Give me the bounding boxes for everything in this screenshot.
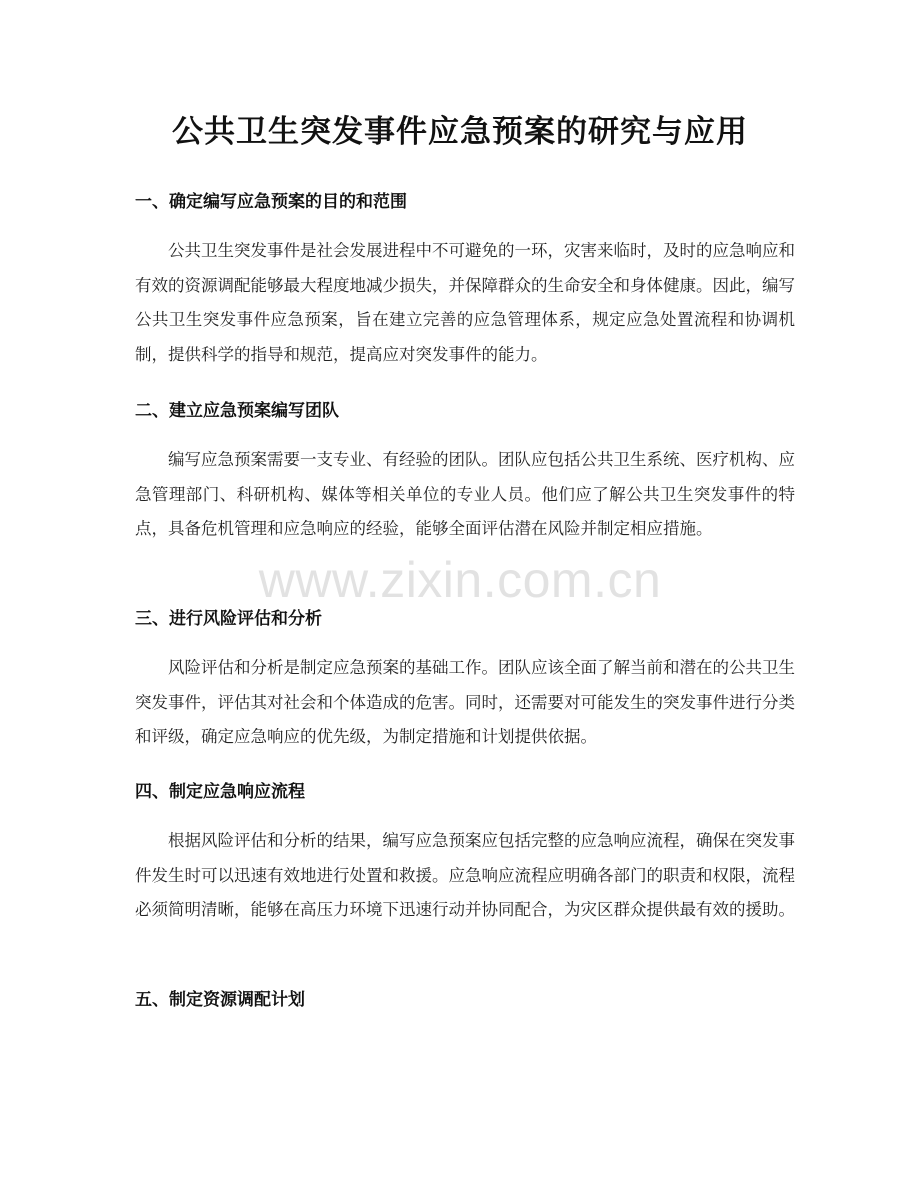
section-paragraph: 风险评估和分析是制定应急预案的基础工作。团队应该全面了解当前和潜在的公共卫生突发事件，评估其对社会和个体造成的危害。同时，还需要对可能发生的突发事件进行分类和评级，确定应急响应的优先级，为制定措施和计划提供依据。 bbox=[135, 658, 795, 746]
section-3 bbox=[135, 605, 795, 755]
section-heading: 四、制定应急响应流程 bbox=[135, 782, 305, 802]
section-heading: 二、建立应急预案编写团队 bbox=[135, 401, 339, 421]
page-title: 公共卫生突发事件应急预案的研究与应用 bbox=[172, 114, 748, 150]
section-1 bbox=[135, 188, 795, 372]
section-heading: 五、制定资源调配计划 bbox=[135, 990, 305, 1010]
section-heading: 三、进行风险评估和分析 bbox=[135, 609, 322, 629]
section-paragraph: 公共卫生突发事件是社会发展进程中不可避免的一环，灾害来临时，及时的应急响应和有效的资源调配能够最大程度地减少损失，并保障群众的生命安全和身体健康。因此，编写公共卫生突发事件应急预案，旨在建立完善的应急管理体系，规定应急处置流程和协调机制，提供科学的指导和规范，提高应对突发事件的能力。 bbox=[135, 241, 795, 364]
section-paragraph: 根据风险评估和分析的结果，编写应急预案应包括完整的应急响应流程，确保在突发事件发生时可以迅速有效地进行处置和救援。应急响应流程应明确各部门的职责和权限，流程必须简明清晰，能够在高压力环境下迅速行动并协同配合，为灾区群众提供最有效的援助。 bbox=[135, 831, 795, 919]
section-4 bbox=[135, 778, 795, 928]
section-paragraph: 编写应急预案需要一支专业、有经验的团队。团队应包括公共卫生系统、医疗机构、应急管理部门、科研机构、媒体等相关单位的专业人员。他们应了解公共卫生突发事件的特点，具备危机管理和应急响应的经验，能够全面评估潜在风险并制定相应措施。 bbox=[135, 450, 795, 538]
section-heading: 一、确定编写应急预案的目的和范围 bbox=[135, 192, 407, 212]
section-5 bbox=[135, 986, 795, 1014]
section-2 bbox=[135, 397, 795, 547]
watermark: www.zixin.com.cn bbox=[258, 552, 662, 608]
